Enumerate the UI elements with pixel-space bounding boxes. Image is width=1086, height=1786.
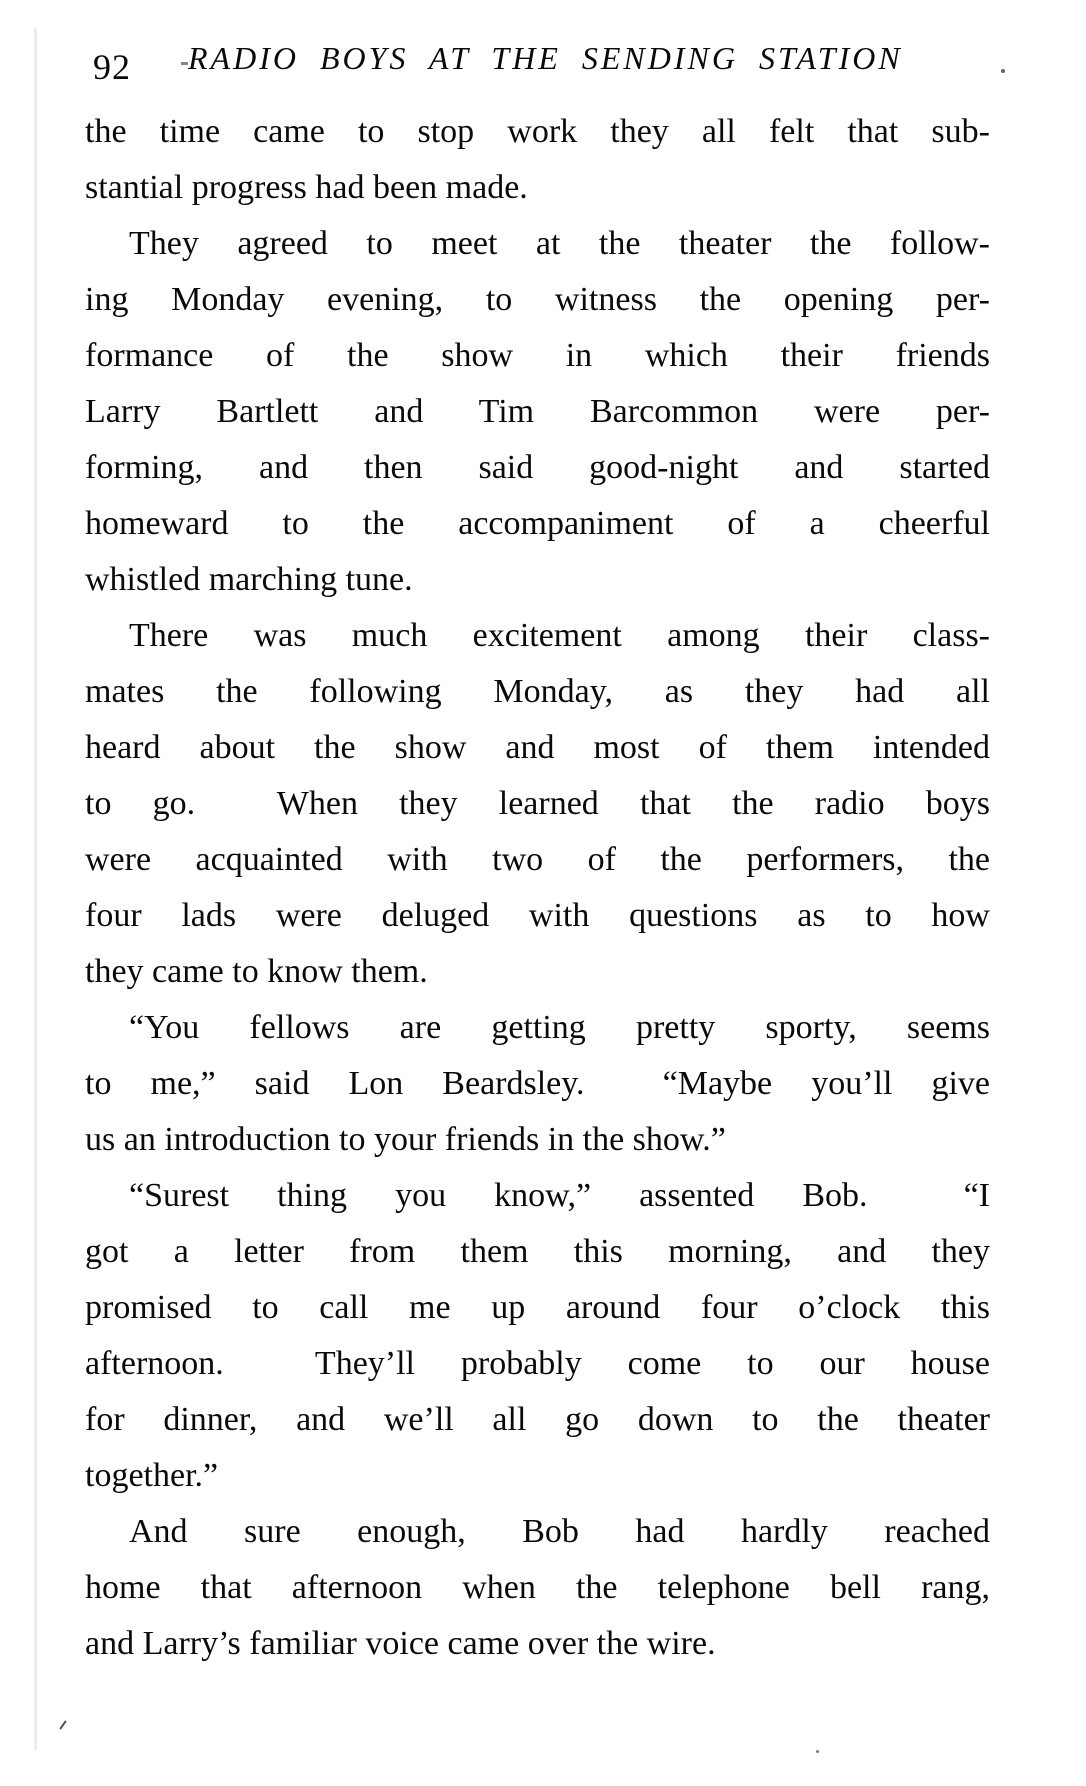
scan-speck	[181, 62, 188, 65]
page-number: 92	[93, 47, 131, 87]
text-line: and Larry’s familiar voice came over the wire.	[85, 1625, 716, 1662]
text-line: forming, and then said good-night and started	[85, 449, 990, 486]
scan-edge-line	[34, 28, 37, 1750]
page-header	[0, 38, 1086, 96]
text-line: promised to call me up around four o’clock this	[85, 1289, 990, 1326]
running-title: RADIO BOYS AT THE SENDING STATION	[188, 40, 903, 76]
text-line: together.”	[85, 1457, 219, 1494]
text-line: home that afternoon when the telephone bell rang,	[85, 1569, 990, 1606]
text-line: heard about the show and most of them intended	[85, 729, 990, 766]
text-line: got a letter from them this morning, and they	[85, 1233, 990, 1270]
paragraph	[85, 216, 990, 608]
paragraph	[85, 1000, 990, 1168]
text-line: for dinner, and we’ll all go down to the theater	[85, 1401, 990, 1438]
paragraph	[85, 1168, 990, 1504]
text-line: were acquainted with two of the performers, the	[85, 841, 990, 878]
text-line: stantial progress had been made.	[85, 169, 528, 206]
text-line: to me,” said Lon Beardsley. “Maybe you’ll give	[85, 1065, 990, 1102]
scan-speck	[816, 1750, 819, 1753]
text-line: homeward to the accompaniment of a cheerful	[85, 505, 990, 542]
paragraph	[85, 1504, 990, 1672]
text-line: And sure enough, Bob had hardly reached	[129, 1513, 990, 1550]
text-line: they came to know them.	[85, 953, 428, 990]
scan-speck	[1001, 69, 1005, 73]
text-line: the time came to stop work they all felt that sub-	[85, 113, 990, 150]
text-line: us an introduction to your friends in the show.”	[85, 1121, 726, 1158]
text-line: formance of the show in which their friends	[85, 337, 990, 374]
text-line: ing Monday evening, to witness the opening per-	[85, 281, 990, 318]
text-line: four lads were deluged with questions as to how	[85, 897, 990, 934]
text-line: mates the following Monday, as they had all	[85, 673, 990, 710]
text-line: afternoon. They’ll probably come to our house	[85, 1345, 990, 1382]
scan-speck	[59, 1720, 66, 1729]
paragraph	[85, 608, 990, 1000]
text-line: Larry Bartlett and Tim Barcommon were per-	[85, 393, 990, 430]
text-line: “Surest thing you know,” assented Bob. “I	[129, 1177, 990, 1214]
text-line: They agreed to meet at the theater the follow-	[129, 225, 990, 262]
paragraph	[85, 104, 990, 216]
text-line: “You fellows are getting pretty sporty, seems	[129, 1009, 990, 1046]
text-line: There was much excitement among their class-	[129, 617, 990, 654]
page-body	[85, 104, 990, 1672]
text-line: whistled marching tune.	[85, 561, 413, 598]
text-line: to go. When they learned that the radio boys	[85, 785, 990, 822]
